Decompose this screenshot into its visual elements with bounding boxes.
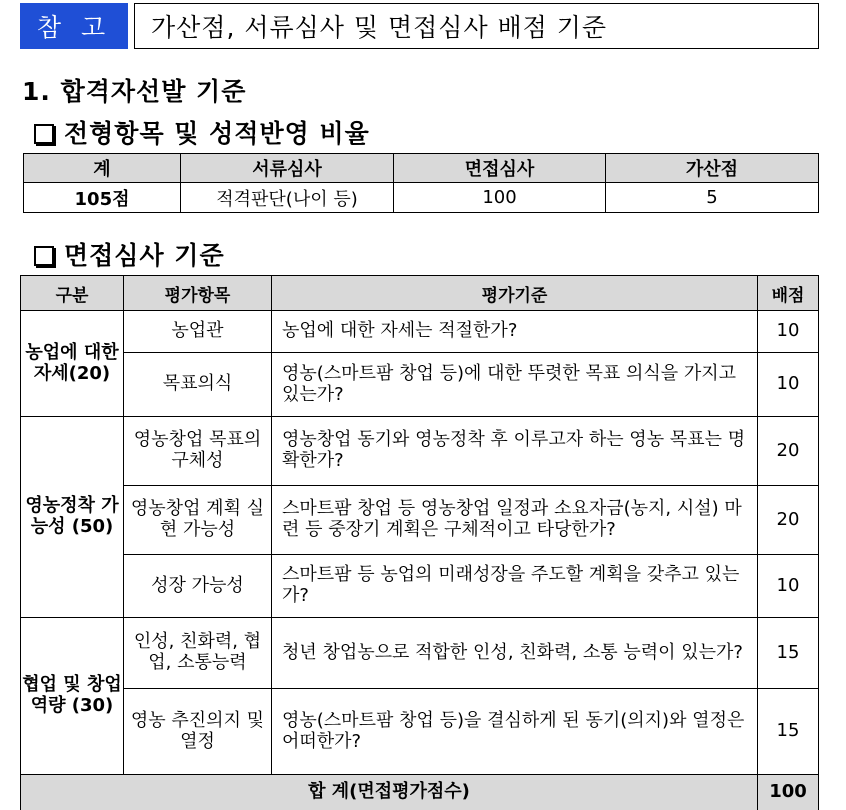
criteria-cell: 영농(스마트팜 창업 등)에 대한 뚜렷한 목표 의식을 가지고 있는가?: [272, 353, 758, 417]
score-cell: 10: [758, 353, 819, 417]
table-row: [21, 486, 819, 555]
ratio-heading: [34, 114, 370, 150]
item-cell: 영농 추진의지 및 열정: [124, 689, 272, 775]
table-row: [21, 311, 819, 353]
item-cell: 인성, 친화력, 협업, 소통능력: [124, 618, 272, 689]
reference-badge: 참 고: [20, 3, 128, 49]
section-heading: 1. 합격자선발 기준: [22, 77, 247, 106]
col-header-total: 계: [24, 154, 181, 183]
interview-heading: [34, 236, 225, 272]
score-cell: 15: [758, 618, 819, 689]
cell-document: 적격판단(나이 등): [181, 183, 394, 213]
criteria-cell: 영농(스마트팜 창업 등)을 결심하게 된 동기(의지)와 열정은 어떠한가?: [272, 689, 758, 775]
table-row: [21, 618, 819, 689]
item-cell: 목표의식: [124, 353, 272, 417]
criteria-cell: 청년 창업농으로 적합한 인성, 친화력, 소통 능력이 있는가?: [272, 618, 758, 689]
table-row: [21, 689, 819, 775]
table-row: [21, 555, 819, 618]
item-cell: 농업관: [124, 311, 272, 353]
criteria-cell: 영농창업 동기와 영농정착 후 이루고자 하는 영농 목표는 명확한가?: [272, 417, 758, 486]
category-cell: 영농정착 가능성 (50): [21, 417, 124, 618]
total-row: [21, 775, 819, 810]
col-header-criteria: 평가기준: [272, 276, 758, 311]
item-cell: 영농창업 계획 실현 가능성: [124, 486, 272, 555]
table-row: [21, 417, 819, 486]
category-cell: 협업 및 창업역량 (30): [21, 618, 124, 775]
checkbox-bullet-icon: [34, 124, 54, 144]
score-cell: 20: [758, 417, 819, 486]
category-cell: 농업에 대한 자세(20): [21, 311, 124, 417]
ratio-table: [23, 153, 819, 213]
col-header-category: 구분: [21, 276, 124, 311]
total-score: 100: [758, 775, 819, 810]
criteria-cell: 스마트팜 창업 등 영농창업 일정과 소요자금(농지, 시설) 마련 등 중장기 계획은 구체적이고 타당한가?: [272, 486, 758, 555]
total-label: 합 계(면접평가점수): [21, 775, 758, 810]
ratio-heading-text: 전형항목 및 성적반영 비율: [64, 119, 370, 148]
col-header-bonus: 가산점: [606, 154, 819, 183]
checkbox-bullet-icon: [34, 246, 54, 266]
item-cell: 성장 가능성: [124, 555, 272, 618]
col-header-score: 배점: [758, 276, 819, 311]
page-title: 가산점, 서류심사 및 면접심사 배점 기준: [134, 3, 819, 49]
interview-table: [20, 275, 819, 810]
item-cell: 영농창업 목표의 구체성: [124, 417, 272, 486]
cell-interview: 100: [394, 183, 606, 213]
score-cell: 10: [758, 311, 819, 353]
header: [20, 3, 820, 51]
col-header-interview: 면접심사: [394, 154, 606, 183]
criteria-cell: 스마트팜 등 농업의 미래성장을 주도할 계획을 갖추고 있는가?: [272, 555, 758, 618]
col-header-document: 서류심사: [181, 154, 394, 183]
cell-bonus: 5: [606, 183, 819, 213]
cell-total: 105점: [24, 183, 181, 213]
interview-heading-text: 면접심사 기준: [64, 241, 225, 270]
col-header-item: 평가항목: [124, 276, 272, 311]
table-row: [21, 353, 819, 417]
score-cell: 10: [758, 555, 819, 618]
score-cell: 20: [758, 486, 819, 555]
score-cell: 15: [758, 689, 819, 775]
criteria-cell: 농업에 대한 자세는 적절한가?: [272, 311, 758, 353]
